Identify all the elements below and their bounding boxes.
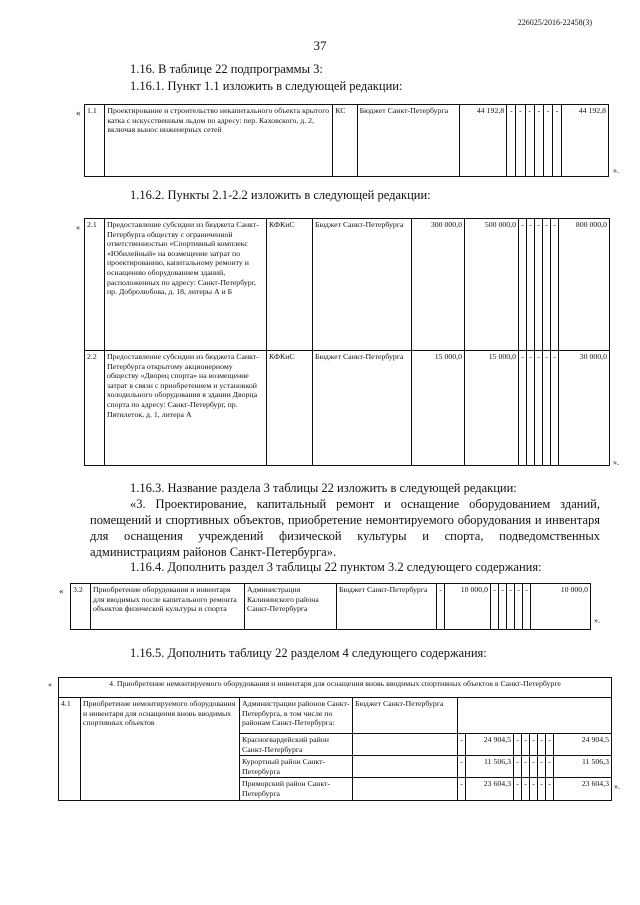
item-executor: КС — [333, 105, 357, 177]
dash-cell: - — [530, 756, 538, 778]
dash-cell: - — [458, 734, 466, 756]
item-executor: Администрация Калининского района Санкт-Петербурга — [245, 584, 337, 630]
section-1-16-2: 1.16.2. Пункты 2.1-2.2 изложить в следующей редакции: — [130, 188, 431, 202]
section-1-16-5: 1.16.5. Дополнить таблицу 22 разделом 4 следующего содержания: — [130, 646, 487, 660]
total-cell: 44 192,8 — [562, 105, 609, 177]
dash-cell: - — [530, 734, 538, 756]
table-item-3-2 — [70, 583, 591, 630]
dash-cell: - — [546, 734, 554, 756]
value-cell: 10 000,0 — [445, 584, 491, 630]
dash-cell: - — [525, 105, 534, 177]
dash-cell: - — [514, 756, 522, 778]
item-source: Бюджет Санкт-Петербурга — [337, 584, 437, 630]
dash-cell: - — [546, 756, 554, 778]
section-1-16-4: 1.16.4. Дополнить раздел 3 таблицы 22 пунктом 3.2 следующего содержания: — [130, 560, 542, 574]
dash-cell: - — [523, 584, 531, 630]
dash-cell: - — [538, 778, 546, 800]
item-executor: КФКиС — [267, 351, 313, 466]
section-1-16: 1.16. В таблице 22 подпрограммы 3: — [130, 62, 323, 76]
section-3-title: «3. Проектирование, капитальный ремонт и оснащение оборудованием зданий, помещений и спортивных объектов, приобретение немонтируемого оборудования и инвентаря для оснащения учреждений физической культуры и спорта, подведомственных администрациям районов Санкт-Петербурга». — [90, 497, 600, 559]
empty-cell — [353, 756, 458, 778]
dash-cell: - — [514, 734, 522, 756]
total-cell: 800 000,0 — [559, 219, 610, 351]
total-cell: 24 904,5 — [554, 734, 612, 756]
dash-cell: - — [527, 351, 535, 466]
empty-cell — [458, 698, 612, 734]
table-section-4 — [58, 677, 612, 801]
dash-cell: - — [514, 778, 522, 800]
close-quote: ». — [613, 166, 619, 175]
document-number: 226025/2016-22458(3) — [517, 18, 592, 27]
value-cell: 15 000,0 — [465, 351, 519, 466]
section-4-header: 4. Приобретение немонтируемого оборудования и инвентаря для оснащения вновь вводимых спортивных объектов в Санкт-Петербурге — [59, 678, 612, 698]
dash-cell: - — [522, 756, 530, 778]
dash-cell: - — [519, 351, 527, 466]
open-quote: « — [48, 680, 52, 689]
item-source: Бюджет Санкт-Петербурга — [313, 351, 412, 466]
total-cell: 30 000,0 — [559, 351, 610, 466]
dash-cell: - — [535, 219, 543, 351]
item-name: Предоставление субсидии из бюджета Санкт-Петербурга обществу с ограниченной ответственностью «Спортивный комплекс «Юбилейный» на возмещение затрат по проектированию, капитальному ремонту и оснащению оборудованием зданий, расположенных по адресу: Санкт-Петербург, пр. Добролюбова, д. 18, литеры А и Б — [105, 219, 267, 351]
total-cell: 10 000,0 — [531, 584, 591, 630]
close-quote: ». — [613, 458, 619, 467]
dash-cell: - — [522, 778, 530, 800]
dash-cell: - — [543, 219, 551, 351]
dash-cell: - — [538, 756, 546, 778]
close-quote: ». — [614, 782, 620, 791]
item-number: 2.1 — [85, 219, 105, 351]
dash-cell: - — [458, 778, 466, 800]
value-cell: 23 604,3 — [466, 778, 514, 800]
close-quote: ». — [594, 616, 600, 625]
dash-cell: - — [552, 105, 561, 177]
dash-cell: - — [516, 105, 525, 177]
item-number: 2.2 — [85, 351, 105, 466]
value-cell: 500 000,0 — [465, 219, 519, 351]
item-executor: КФКиС — [267, 219, 313, 351]
dash-cell: - — [437, 584, 445, 630]
item-executor: Администрации районов Санкт-Петербурга, в том числе по районам Санкт-Петербурга: — [240, 698, 353, 734]
item-name: Приобретение оборудования и инвентаря для вводимых после капитального ремонта объектов физической культуры и спорта — [91, 584, 245, 630]
empty-cell — [353, 734, 458, 756]
item-name: Проектирование и строительство некапитального объекта крытого катка с искусственным льдом по адресу: пер. Каховского, д. 2, включая вынос инженерных сетей — [105, 105, 333, 177]
item-number: 4.1 — [59, 698, 81, 801]
item-number: 1.1 — [85, 105, 105, 177]
dash-cell: - — [522, 734, 530, 756]
page-number: 37 — [313, 38, 327, 53]
dash-cell: - — [499, 584, 507, 630]
dash-cell: - — [551, 219, 559, 351]
section-1-16-3: 1.16.3. Название раздела 3 таблицы 22 изложить в следующей редакции: — [130, 481, 517, 495]
dash-cell: - — [534, 105, 543, 177]
dash-cell: - — [538, 734, 546, 756]
dash-cell: - — [491, 584, 499, 630]
item-source: Бюджет Санкт-Петербурга — [313, 219, 412, 351]
value-cell: 24 904,5 — [466, 734, 514, 756]
table-items-2-1-2-2 — [84, 218, 610, 466]
item-number: 3.2 — [71, 584, 91, 630]
section-1-16-1: 1.16.1. Пункт 1.1 изложить в следующей редакции: — [130, 79, 403, 93]
dash-cell: - — [507, 584, 515, 630]
dash-cell: - — [458, 756, 466, 778]
total-cell: 11 506,3 — [554, 756, 612, 778]
item-name: Приобретение немонтируемого оборудования и инвентаря для оснащения вновь вводимых спортивных объектов — [81, 698, 240, 801]
value-cell: 15 000,0 — [412, 351, 465, 466]
value-cell: 44 192,8 — [460, 105, 507, 177]
dash-cell: - — [543, 351, 551, 466]
open-quote: « — [59, 586, 64, 596]
open-quote: « — [76, 223, 80, 232]
dash-cell: - — [551, 351, 559, 466]
dash-cell: - — [519, 219, 527, 351]
table-item-1-1 — [84, 104, 609, 177]
value-cell: 11 506,3 — [466, 756, 514, 778]
district-name: Приморский район Санкт-Петербурга — [240, 778, 353, 800]
item-name: Предоставление субсидии из бюджета Санкт-Петербурга открытому акционерному обществу «Дворец спорта» на возмещение затрат в связи с приобретением и установкой холодильного оборудования в здании Дворца спорта по адресу: Санкт-Петербург, пр. Пятилеток, д. 1, литера А — [105, 351, 267, 466]
dash-cell: - — [515, 584, 523, 630]
empty-cell — [353, 778, 458, 800]
dash-cell: - — [535, 351, 543, 466]
district-name: Курортный район Санкт-Петербурга — [240, 756, 353, 778]
dash-cell: - — [527, 219, 535, 351]
value-cell: 300 000,0 — [412, 219, 465, 351]
total-cell: 23 604,3 — [554, 778, 612, 800]
dash-cell: - — [546, 778, 554, 800]
dash-cell: - — [543, 105, 552, 177]
item-source: Бюджет Санкт-Петербурга — [357, 105, 460, 177]
dash-cell: - — [507, 105, 516, 177]
open-quote: « — [76, 108, 81, 118]
dash-cell: - — [530, 778, 538, 800]
district-name: Красногвардейский район Санкт-Петербурга — [240, 734, 353, 756]
item-source: Бюджет Санкт-Петербурга — [353, 698, 458, 734]
